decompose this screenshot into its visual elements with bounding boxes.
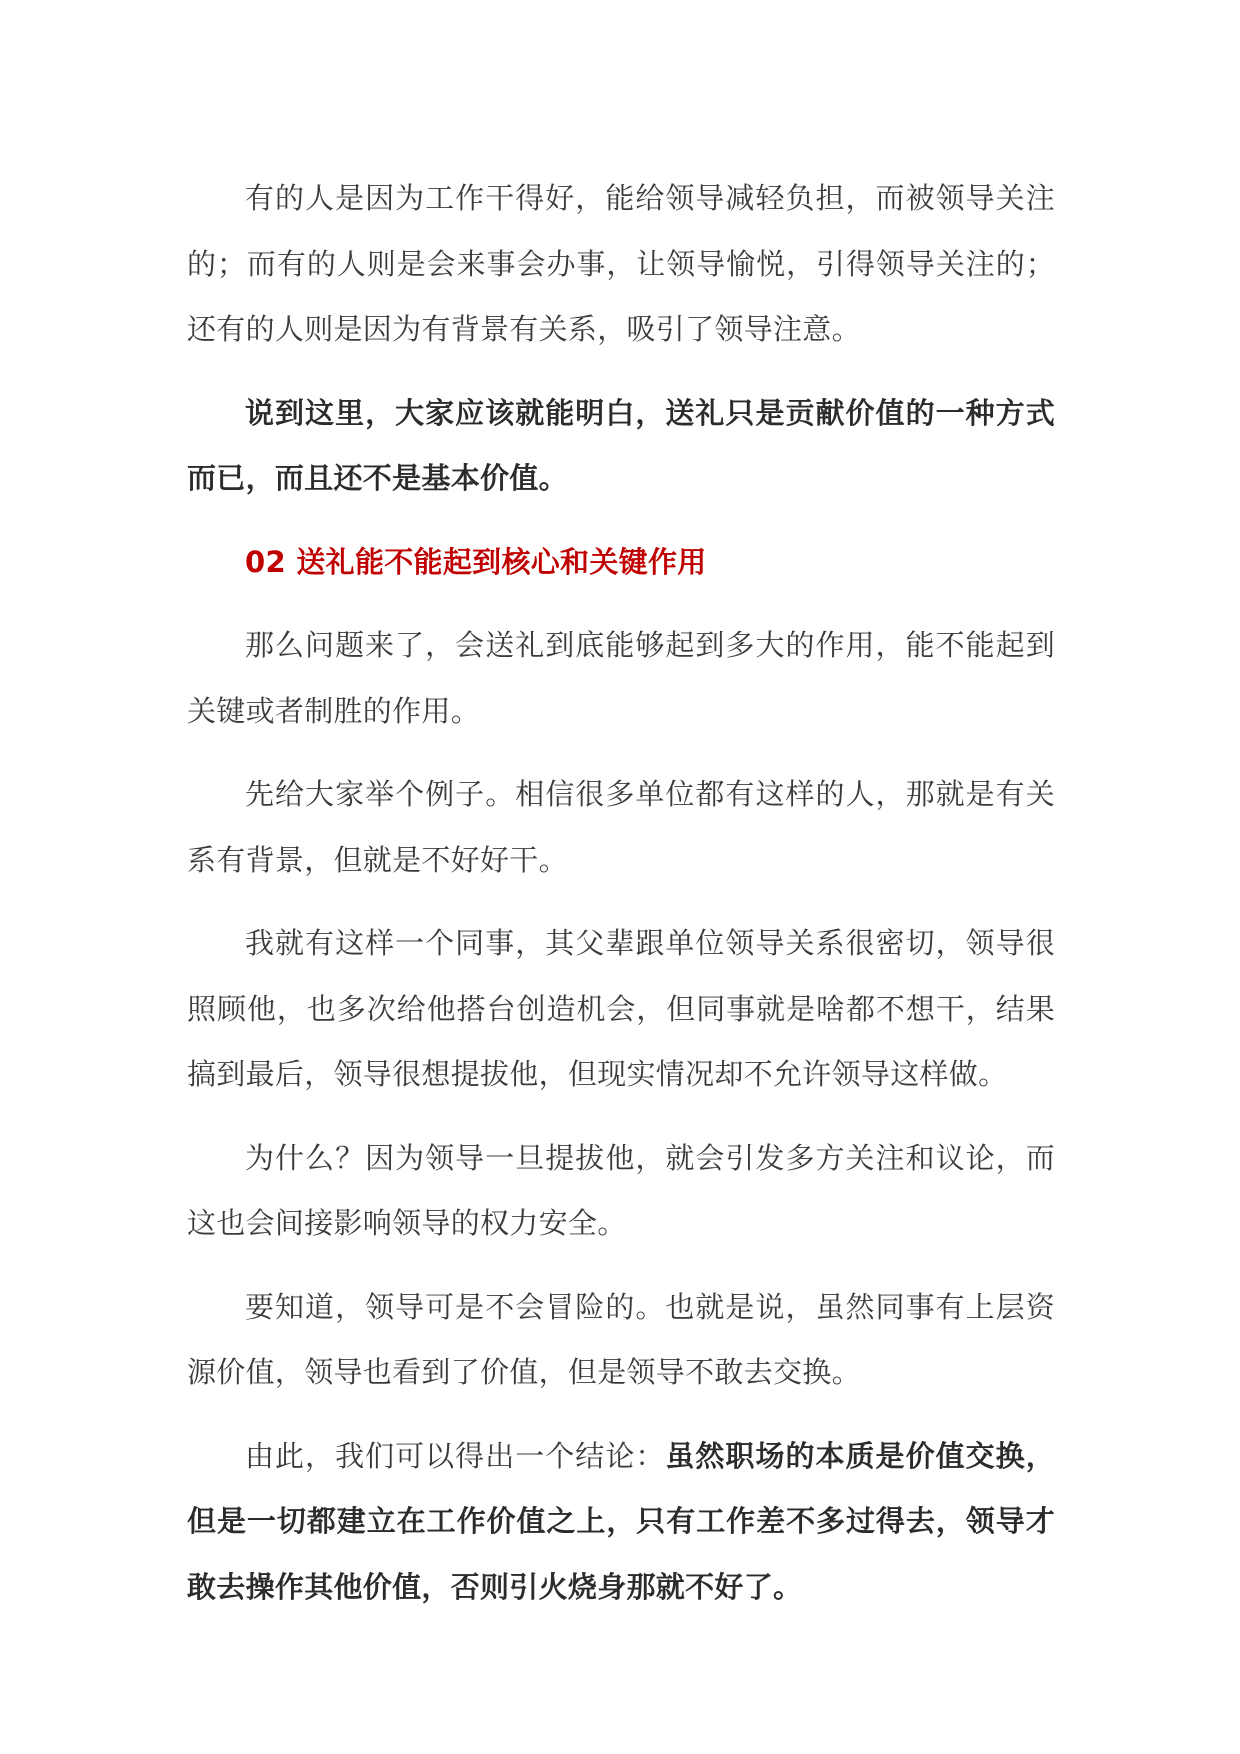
paragraph-5: 我就有这样一个同事，其父辈跟单位领导关系很密切，领导很照顾他，也多次给他搭台创造机会，但同事就是啥都不想干，结果搞到最后，领导很想提拔他，但现实情况却不允许领导这样做。 <box>187 926 1055 1091</box>
conclusion-lead: 由此，我们可以得出一个结论： <box>245 1438 666 1473</box>
section-heading: 02 送礼能不能起到核心和关键作用 <box>245 544 707 579</box>
paragraph-6: 为什么？因为领导一旦提拔他，就会引发多方关注和议论，而这也会间接影响领导的权力安全。 <box>187 1140 1055 1240</box>
paragraph-2-bold: 说到这里，大家应该就能明白，送礼只是贡献价值的一种方式而已，而且还不是基本价值。 <box>187 395 1055 495</box>
paragraph-4: 先给大家举个例子。相信很多单位都有这样的人，那就是有关系有背景，但就是不好好干。 <box>187 777 1055 877</box>
paragraph-8 <box>187 1424 1055 1621</box>
paragraph-3: 那么问题来了，会送礼到底能够起到多大的作用，能不能起到关键或者制胜的作用。 <box>187 628 1055 728</box>
paragraph-1: 有的人是因为工作干得好，能给领导减轻负担，而被领导关注的；而有的人则是会来事会办事，让领导愉悦，引得领导关注的；还有的人则是因为有背景有关系，吸引了领导注意。 <box>187 181 1055 346</box>
article-body <box>187 166 1055 1638</box>
paragraph-7: 要知道，领导可是不会冒险的。也就是说，虽然同事有上层资源价值，领导也看到了价值，但是领导不敢去交换。 <box>187 1289 1055 1389</box>
conclusion-bold: 虽然职场的本质是价值交换，但是一切都建立在工作价值之上，只有工作差不多过得去，领导才敢去操作其他价值，否则引火烧身那就不好了。 <box>187 1438 1055 1604</box>
